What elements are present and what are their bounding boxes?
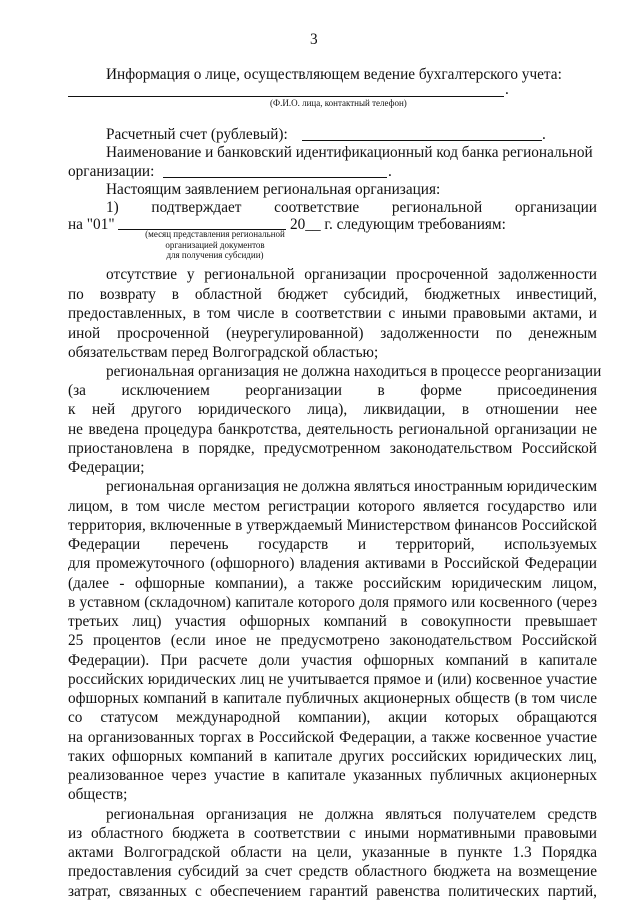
paragraph-line: 25 процентов (если иное не предусмотрено законодательством Российской [68, 632, 597, 649]
paragraph-line: предоставления субсидий за счет средств областного бюджета на возмещение [68, 863, 597, 880]
item1-word: 1) [106, 199, 119, 216]
paragraph-line: Федерации перечень государств и территорий, используемых [68, 536, 597, 553]
paragraph-line: офшорных компаний в капитале публичных акционерных обществ (в том числе [68, 690, 597, 707]
paragraph-line: со статусом международной компании), акции которых обращаются [68, 709, 597, 726]
item1-word: подтверждает [151, 199, 242, 216]
account-underline [302, 140, 542, 141]
bank-end: . [388, 163, 392, 180]
item1-word: региональной [391, 199, 483, 216]
info-line: Информация о лице, осуществляющем ведение бухгалтерского учета: [106, 66, 562, 83]
paragraph-line: в уставном (складочном) капитале которого доля прямого или косвенного (через [68, 594, 597, 611]
bank-line-2: организации: [68, 163, 155, 180]
paragraph-line: территория, включенные в утверждаемый Министерством финансов Российской [68, 517, 597, 534]
paragraph-line: (за исключением реорганизации в форме присоединения [68, 382, 597, 399]
statement-intro: Настоящим заявлением региональная организация: [106, 181, 441, 198]
item1-caption-line: (месяц представления региональной [145, 229, 285, 239]
paragraph-line: российских юридических лиц не учитывается прямое и (или) косвенное участие [68, 671, 597, 688]
paragraph-line: обязательствам перед Волгоградской областью; [68, 344, 379, 361]
paragraph-line: региональная организация не должна являться иностранным юридическим [106, 478, 597, 495]
paragraph-line: иной просроченной (неурегулированной) задолженности по денежным [68, 325, 597, 342]
paragraph-line: региональная организация не должна являться получателем средств [106, 806, 597, 823]
info-end: . [505, 81, 509, 98]
paragraph-line: актами Волгоградской области на цели, указанные в пункте 1.3 Порядка [68, 844, 597, 861]
bank-line-1: Наименование и банковский идентификационный код банка региональной [106, 144, 593, 161]
info-caption: (Ф.И.О. лица, контактный телефон) [270, 98, 407, 108]
paragraph-line: реализованное через участие в капитале указанных публичных акционерных [68, 767, 597, 784]
paragraph-line: не введена процедура банкротства, деятельность региональной организации не [68, 421, 597, 438]
bank-underline [163, 177, 387, 178]
item1-date-start: на "01" [68, 216, 115, 233]
paragraph-line: (далее - офшорные компании), а также российским юридическим лицом, [68, 575, 597, 592]
paragraph-line: к ней другого юридического лица), ликвидации, в отношении нее [68, 401, 597, 418]
paragraph-line: лицом, в том числе местом регистрации которого является государство или [68, 498, 597, 515]
item1-caption [120, 229, 310, 261]
paragraph-line: Федерации; [68, 459, 145, 476]
page-number: 3 [310, 31, 318, 48]
paragraph-line: по возврату в областной бюджет субсидий, бюджетных инвестиций, [68, 286, 597, 303]
item1-caption-line: для получения субсидии) [166, 250, 264, 260]
item1-word: организации [514, 199, 597, 216]
account-end: . [542, 126, 546, 143]
paragraph-line: таких офшорных компаний в капитале других российских юридических лиц, [68, 748, 597, 765]
item1-caption-line: организацией документов [165, 239, 265, 250]
paragraph-line: отсутствие у региональной организации просроченной задолженности [106, 266, 597, 283]
paragraph-line: предоставленных, в том числе в соответствии с иными правовыми актами, и [68, 305, 597, 322]
paragraph-line: региональная организация не должна находиться в процессе реорганизации [106, 363, 602, 380]
info-underline [68, 96, 504, 97]
paragraph-line: приостановлена в порядке, предусмотренном законодательством Российской [68, 440, 597, 457]
paragraph-line: затрат, связанных с обеспечением гарантий равенства политических партий, [68, 883, 597, 900]
paragraph-line: третьих лиц) участия офшорных компаний в совокупности превышает [68, 613, 597, 630]
paragraph-line: обществ; [68, 786, 128, 803]
item1-word: соответствие [274, 199, 360, 216]
paragraph-line: для промежуточного (офшорного) владения активами в Российской Федерации [68, 555, 597, 572]
paragraph-line: из областного бюджета в соответствии с иными нормативными правовыми [68, 825, 597, 842]
paragraph-line: Федерации). При расчете доли участия офшорных компаний в капитале [68, 652, 597, 669]
account-label: Расчетный счет (рублевый): [106, 126, 288, 143]
item1-date-end: 20__ г. следующим требованиям: [290, 216, 506, 233]
paragraph-line: на организованных торгах в Российской Федерации, а также косвенное участие [68, 729, 597, 746]
